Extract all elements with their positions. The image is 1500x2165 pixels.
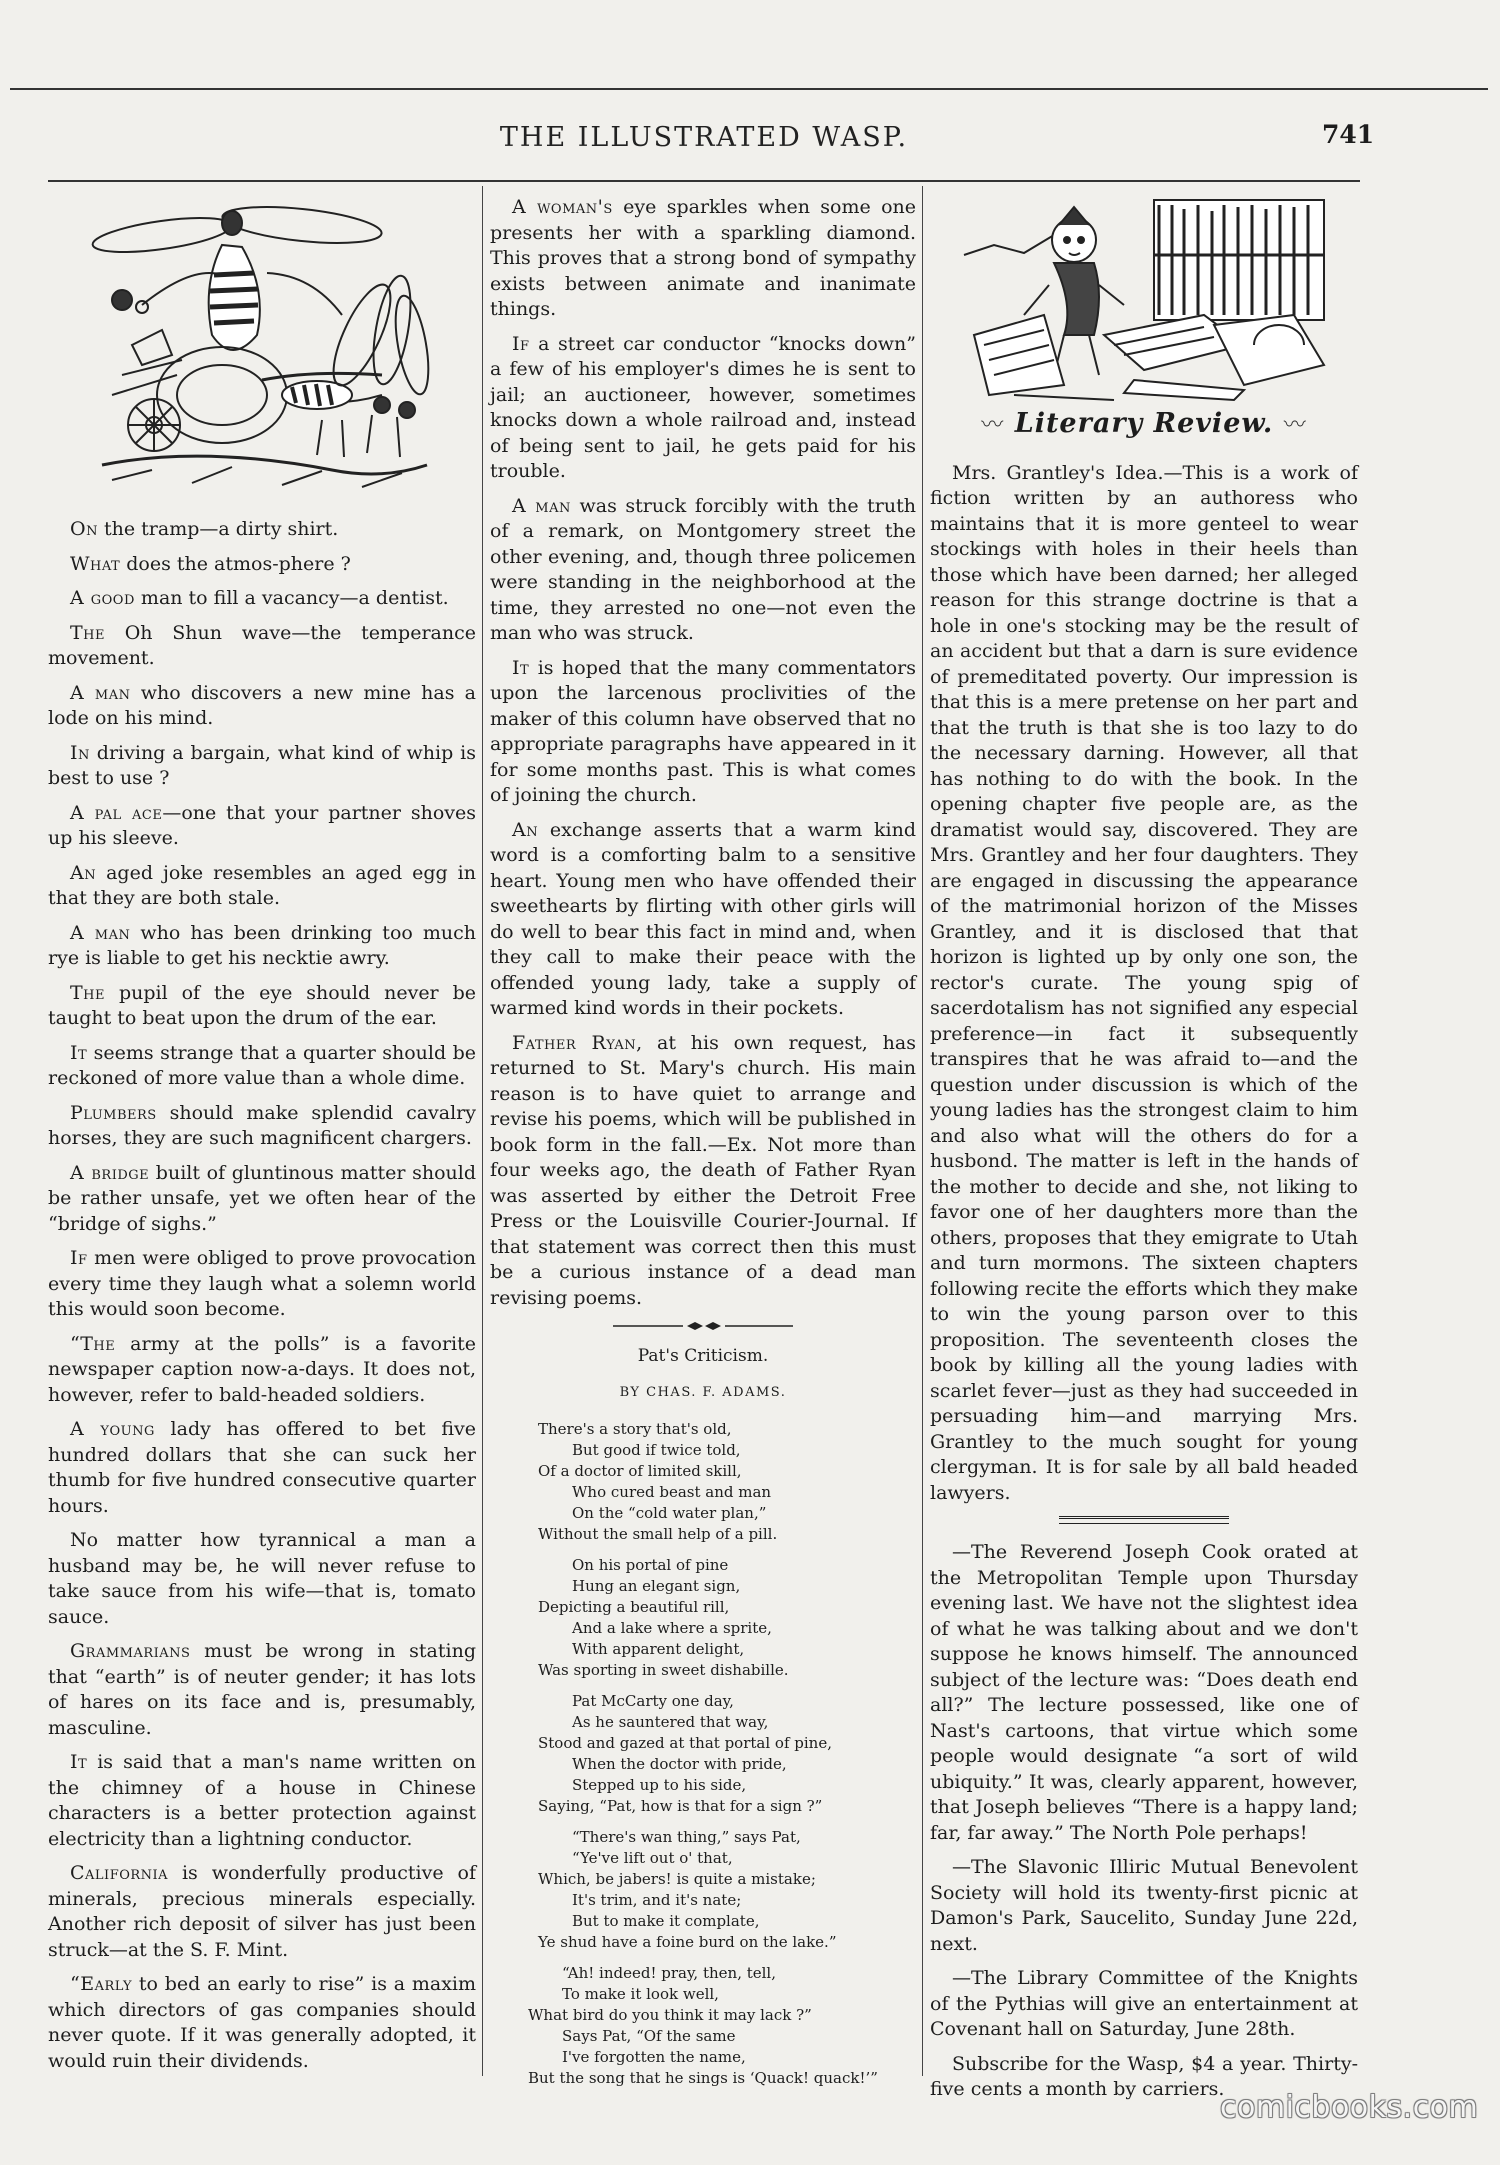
poem-stanza: Pat McCarty one day, As he sauntered that way, Stood and gazed at that portal of pine, When the doctor with pride, Stepped up to his side, Saying, “Pat, how is that for a sign ?” [538, 1692, 832, 1815]
paragraph: A man who has been drinking too much rye is liable to get his necktie awry. [48, 921, 476, 969]
watermark: comicbooks.com [1220, 2090, 1479, 2125]
paragraph: Subscribe for the Wasp, $4 a year. Thirty-five cents a month by carriers. [930, 2052, 1358, 2100]
paragraph: It seems strange that a quarter should be reckoned of more value than a whole dime. [48, 1041, 476, 1089]
paragraph: Grammarians must be wrong in stating that “earth” is of neuter gender; it has lots of hares on its face and is, presumably, masculine. [48, 1640, 476, 1739]
column-rule-right [922, 186, 923, 2076]
poem-stanza: “Ah! indeed! pray, then, tell, To make it look well, What bird do you think it may lack ?” Says Pat, “Of the same I've forgotten the name, But the song that he sings is ‘Quack! quack!’” [528, 1964, 878, 2087]
page-number: 741 [1322, 120, 1375, 149]
paragraph: —The Library Committee of the Knights of the Pythias will give an entertainment at Covenant hall on Saturday, June 28th. [930, 1967, 1358, 2040]
review-paragraph: Mrs. Grantley's Idea.—This is a work of fiction written by an authoress who maintains that it is more genteel to wear stockings with holes in their heels than those which have been darned; her alleged reason for this strange doctrine is that a hole in one's stocking may be the result of an accident but that a darn is sure evidence of premeditated poverty. Our impression is that this is a mere pretense on her part and that the truth is that she is too lazy to do the necessary darning. However, all that has nothing to do with the book. In the opening chapter five people are, as the dramatist would say, discovered. They are Mrs. Grantley and her four daughters. They are engaged in discussing the appearance of the matrimonial horizon of the Misses Grantley, and it is disclosed that that horizon is lighted up by only one son, the rector's curate. The young spig of sacerdotalism has not signified any especial preference—in fact it subsequently transpires that he was afraid to—and the question under discussion is which of the young ladies has the strongest claim to him and also what will the others do for a husbond. The matter is left in the hands of the mother to decide and she, not liking to favor one of her daughters more than the others, proposes that they emigrate to Utah and turn mormons. The sixteen chapters following recite the efforts which they make to win the young parson over to this proposition. The seventeenth closes the book by killing all the young ladies with scarlet fever—just as they had succeeded in persuading him—and marrying Mrs. Grantley to the much sought for young clergyman. It is for sale by all bald headed lawyers. [930, 461, 1358, 1504]
header-rule [48, 180, 1360, 182]
paragraph: California is wonderfully productive of minerals, precious minerals especially. Another rich deposit of silver has just been struck—at the S. F. Mint. [48, 1862, 476, 1961]
paragraph: What does the atmos-phere ? [70, 552, 351, 575]
paragraph: A good man to fill a vacancy—a dentist. [70, 587, 449, 609]
paragraph: A bridge built of gluntinous matter should be rather unsafe, yet we often hear of the “bridge of sighs.” [48, 1161, 476, 1235]
paragraph: An aged joke resembles an aged egg in that they are both stale. [48, 861, 476, 909]
paragraph: A pal ace—one that your partner shoves up his sleeve. [48, 801, 476, 849]
paragraph: The Oh Shun wave—the temperance movement. [48, 621, 476, 669]
paragraph: —The Slavonic Illiric Mutual Benevolent Society will hold its twenty-first picnic at Damon's Park, Saucelito, Sunday June 22d, next. [930, 1856, 1358, 1955]
reader-with-books-illustration [954, 195, 1334, 405]
paragraph: If men were obliged to prove provocation every time they laugh what a solemn world this would soon become. [48, 1247, 476, 1320]
poem-stanza: On his portal of pine Hung an elegant sign, Depicting a beautiful rill, And a lake where a sprite, With apparent delight, Was sporting in sweet dishabille. [538, 1556, 789, 1679]
paragraph: An exchange asserts that a warm kind word is a comforting balm to a sensitive heart. Young men who have offended their sweethearts by flirting with other girls will do well to bear this fact in mind and, when they call to make their peace with the offended young lady, take a supply of warmed kind words in their pockets. [490, 818, 916, 1019]
paragraph: In driving a bargain, what kind of whip is best to use ? [48, 741, 476, 789]
poem-author: BY CHAS. F. ADAMS. [619, 1384, 787, 1400]
wasp-chariot-illustration [82, 195, 442, 495]
paragraph: A man who discovers a new mine has a lode on his mind. [48, 681, 476, 729]
column-2 [490, 195, 916, 2099]
column-3 [930, 195, 1358, 2112]
paragraph: On the tramp—a dirty shirt. [70, 518, 339, 540]
column-1 [48, 195, 476, 2083]
poem-stanza: There's a story that's old, But good if twice told, Of a doctor of limited skill, Who cured beast and man On the “cold water plan,” Without the small help of a pill. [538, 1420, 778, 1543]
paragraph: If a street car conductor “knocks down” a few of his employer's dimes he is sent to jail; an auctioneer, however, sometimes knocks down a whole railroad and, instead of being sent to jail, he gets paid for his trouble. [490, 332, 916, 482]
paragraph: It is hoped that the many commentators upon the larcenous proclivities of the maker of this column have observed that no appropriate paragraphs have appeared in it for some months past. This is what comes of joining the church. [490, 656, 916, 806]
paragraph: A young lady has offered to bet five hundred dollars that she can suck her thumb for five hundred consecutive quarter hours. [48, 1418, 476, 1517]
poem-title: Pat's Criticism. [637, 1346, 769, 1366]
paragraph: Plumbers should make splendid cavalry horses, they are such magnificent chargers. [48, 1101, 476, 1149]
paragraph: A man was struck forcibly with the truth of a remark, on Montgomery street the other evening, and, though three policemen were standing in the neighborhood at the time, they arrested no one—not even the man who was struck. [490, 494, 916, 644]
running-head: THE ILLUSTRATED WASP. [499, 122, 909, 153]
poem-stanza: “There's wan thing,” says Pat, “Ye've lift out o' that, Which, be jabers! is quite a mistake; It's trim, and it's nate; But to make it complate, Ye shud have a foine burd on the lake.” [538, 1828, 837, 1951]
paragraph: Father Ryan, at his own request, has returned to St. Mary's church. His main reason is to have quiet to arrange and revise his poems, which will be published in book form in the fall.—Ex. Not more than four weeks ago, the death of Father Ryan was asserted by either the Detroit Free Press or the Louisville Courier-Journal. If that statement was correct then this must be a curious instance of a dead man revising poems. [490, 1031, 916, 1309]
paragraph: “Early to bed an early to rise” is a maxim which directors of gas companies should never quote. If it was generally adopted, it would ruin their dividends. [48, 1973, 476, 2072]
scroll-ornament-right: 〰 [1283, 413, 1307, 438]
paragraph: A woman's eye sparkles when some one presents her with a sparkling diamond. This proves that a strong bond of sympathy exists between animate and inanimate things. [490, 196, 916, 320]
paragraph: No matter how tyrannical a man a husband may be, he will never refuse to take sauce from his wife—that is, tomato sauce. [48, 1529, 476, 1628]
section-title: 〰 Literary Review. 〰 [981, 408, 1307, 439]
paragraph: —The Reverend Joseph Cook orated at the Metropolitan Temple upon Thursday evening last. We have not the slightest idea of what he was talking about and we don't suppose he knows himself. The announced subject of the lecture was: “Does death end all?” The lecture possessed, like one of Nast's cartoons, that virtue which some people would designate “a sort of wild ubiquity.” It was, clearly apparent, however, that Joseph believes “There is a happy land; far, far away.” The North Pole perhaps! [930, 1541, 1358, 1844]
scroll-ornament-left: 〰 [981, 413, 1005, 438]
double-rule [1059, 1516, 1229, 1524]
top-rule [10, 88, 1488, 90]
paragraph: It is said that a man's name written on the chimney of a house in Chinese characters is a better protection against electricity than a lightning conductor. [48, 1751, 476, 1850]
ornament-rule [613, 1320, 793, 1332]
paragraph: The pupil of the eye should never be taught to beat upon the drum of the ear. [48, 981, 476, 1029]
paragraph: “The army at the polls” is a favorite newspaper caption now-a-days. It does not, however, refer to bald-headed soldiers. [48, 1332, 476, 1406]
column-rule-left [482, 186, 483, 2076]
